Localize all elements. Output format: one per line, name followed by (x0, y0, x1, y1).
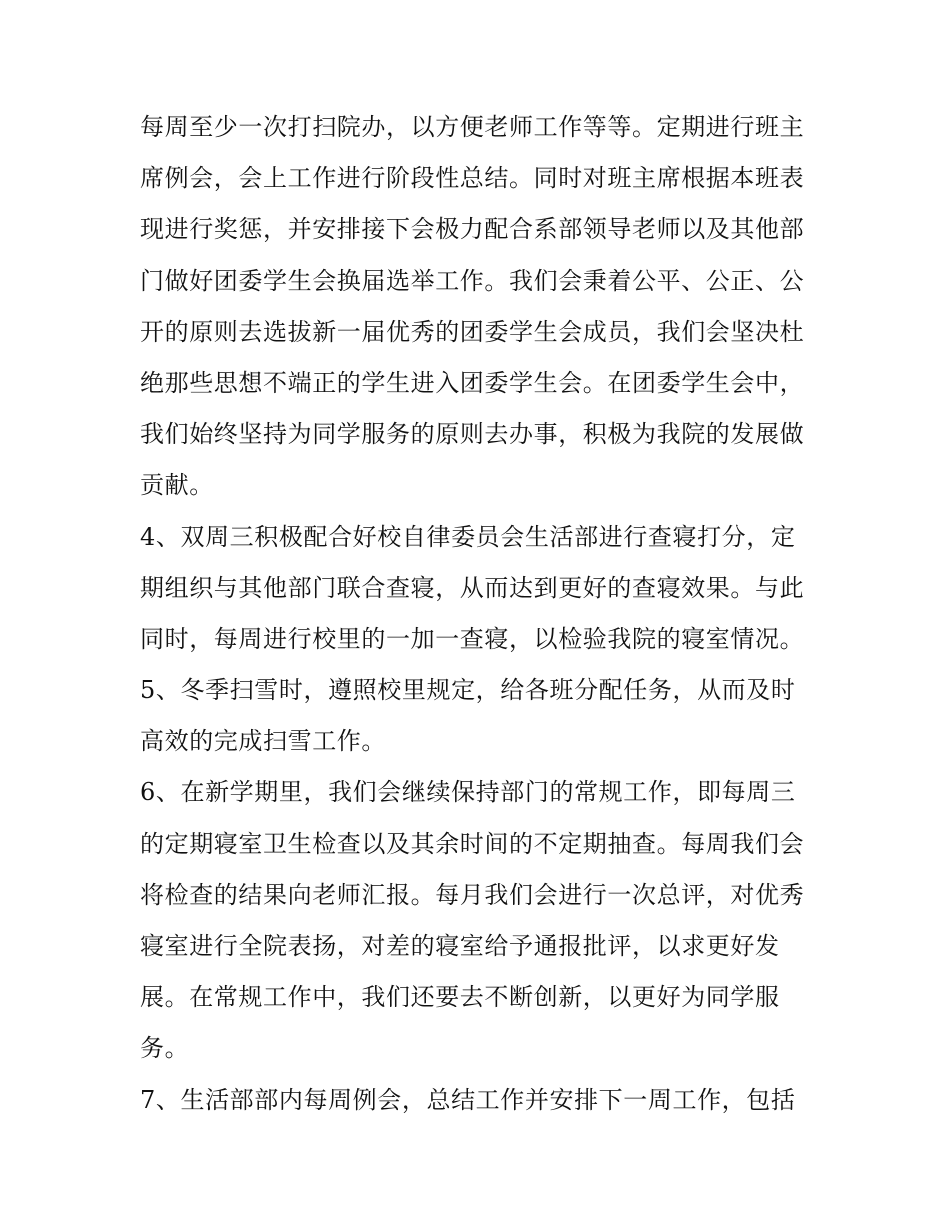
text-line: 的定期寝室卫生检查以及其余时间的不定期抽查。每周我们会 (140, 829, 805, 858)
text-line: 席例会，会上工作进行阶段性总结。同时对班主席根据本班表 (140, 164, 805, 193)
text-line: 现进行奖惩，并安排接下会极力配合系部领导老师以及其他部 (140, 215, 805, 244)
text-line: 我们始终坚持为同学服务的原则去办事，积极为我院的发展做 (140, 420, 805, 449)
text-line: 7、生活部部内每周例会，总结工作并安排下一周工作，包括 (140, 1085, 796, 1114)
text-line: 贡献。 (140, 471, 214, 500)
text-line: 高效的完成扫雪工作。 (140, 727, 386, 756)
text-line: 展。在常规工作中，我们还要去不断创新，以更好为同学服 (140, 983, 780, 1012)
text-line: 4、双周三积极配合好校自律委员会生活部进行查寝打分，定 (140, 522, 796, 551)
text-line: 务。 (140, 1034, 190, 1063)
text-line: 寝室进行全院表扬，对差的寝室给予通报批评，以求更好发 (140, 932, 780, 960)
text-line: 门做好团委学生会换届选举工作。我们会秉着公平、公正、公 (140, 266, 805, 295)
text-line: 绝那些思想不端正的学生进入团委学生会。在团委学生会中， (140, 368, 805, 397)
text-line: 5、冬季扫雪时，遵照校里规定，给各班分配任务，从而及时 (140, 676, 796, 705)
text-line: 期组织与其他部门联合查寝，从而达到更好的查寝效果。与此 (140, 573, 805, 602)
text-line: 将检查的结果向老师汇报。每月我们会进行一次总评，对优秀 (140, 880, 805, 909)
text-line: 开的原则去选拔新一届优秀的团委学生会成员，我们会坚决杜 (140, 317, 805, 346)
text-line: 同时，每周进行校里的一加一查寝，以检验我院的寝室情况。 (140, 624, 805, 653)
document-body (140, 102, 820, 1126)
text-line: 每周至少一次打扫院办，以方便老师工作等等。定期进行班主 (140, 113, 805, 141)
text-line: 6、在新学期里，我们会继续保持部门的常规工作，即每周三 (140, 778, 796, 807)
